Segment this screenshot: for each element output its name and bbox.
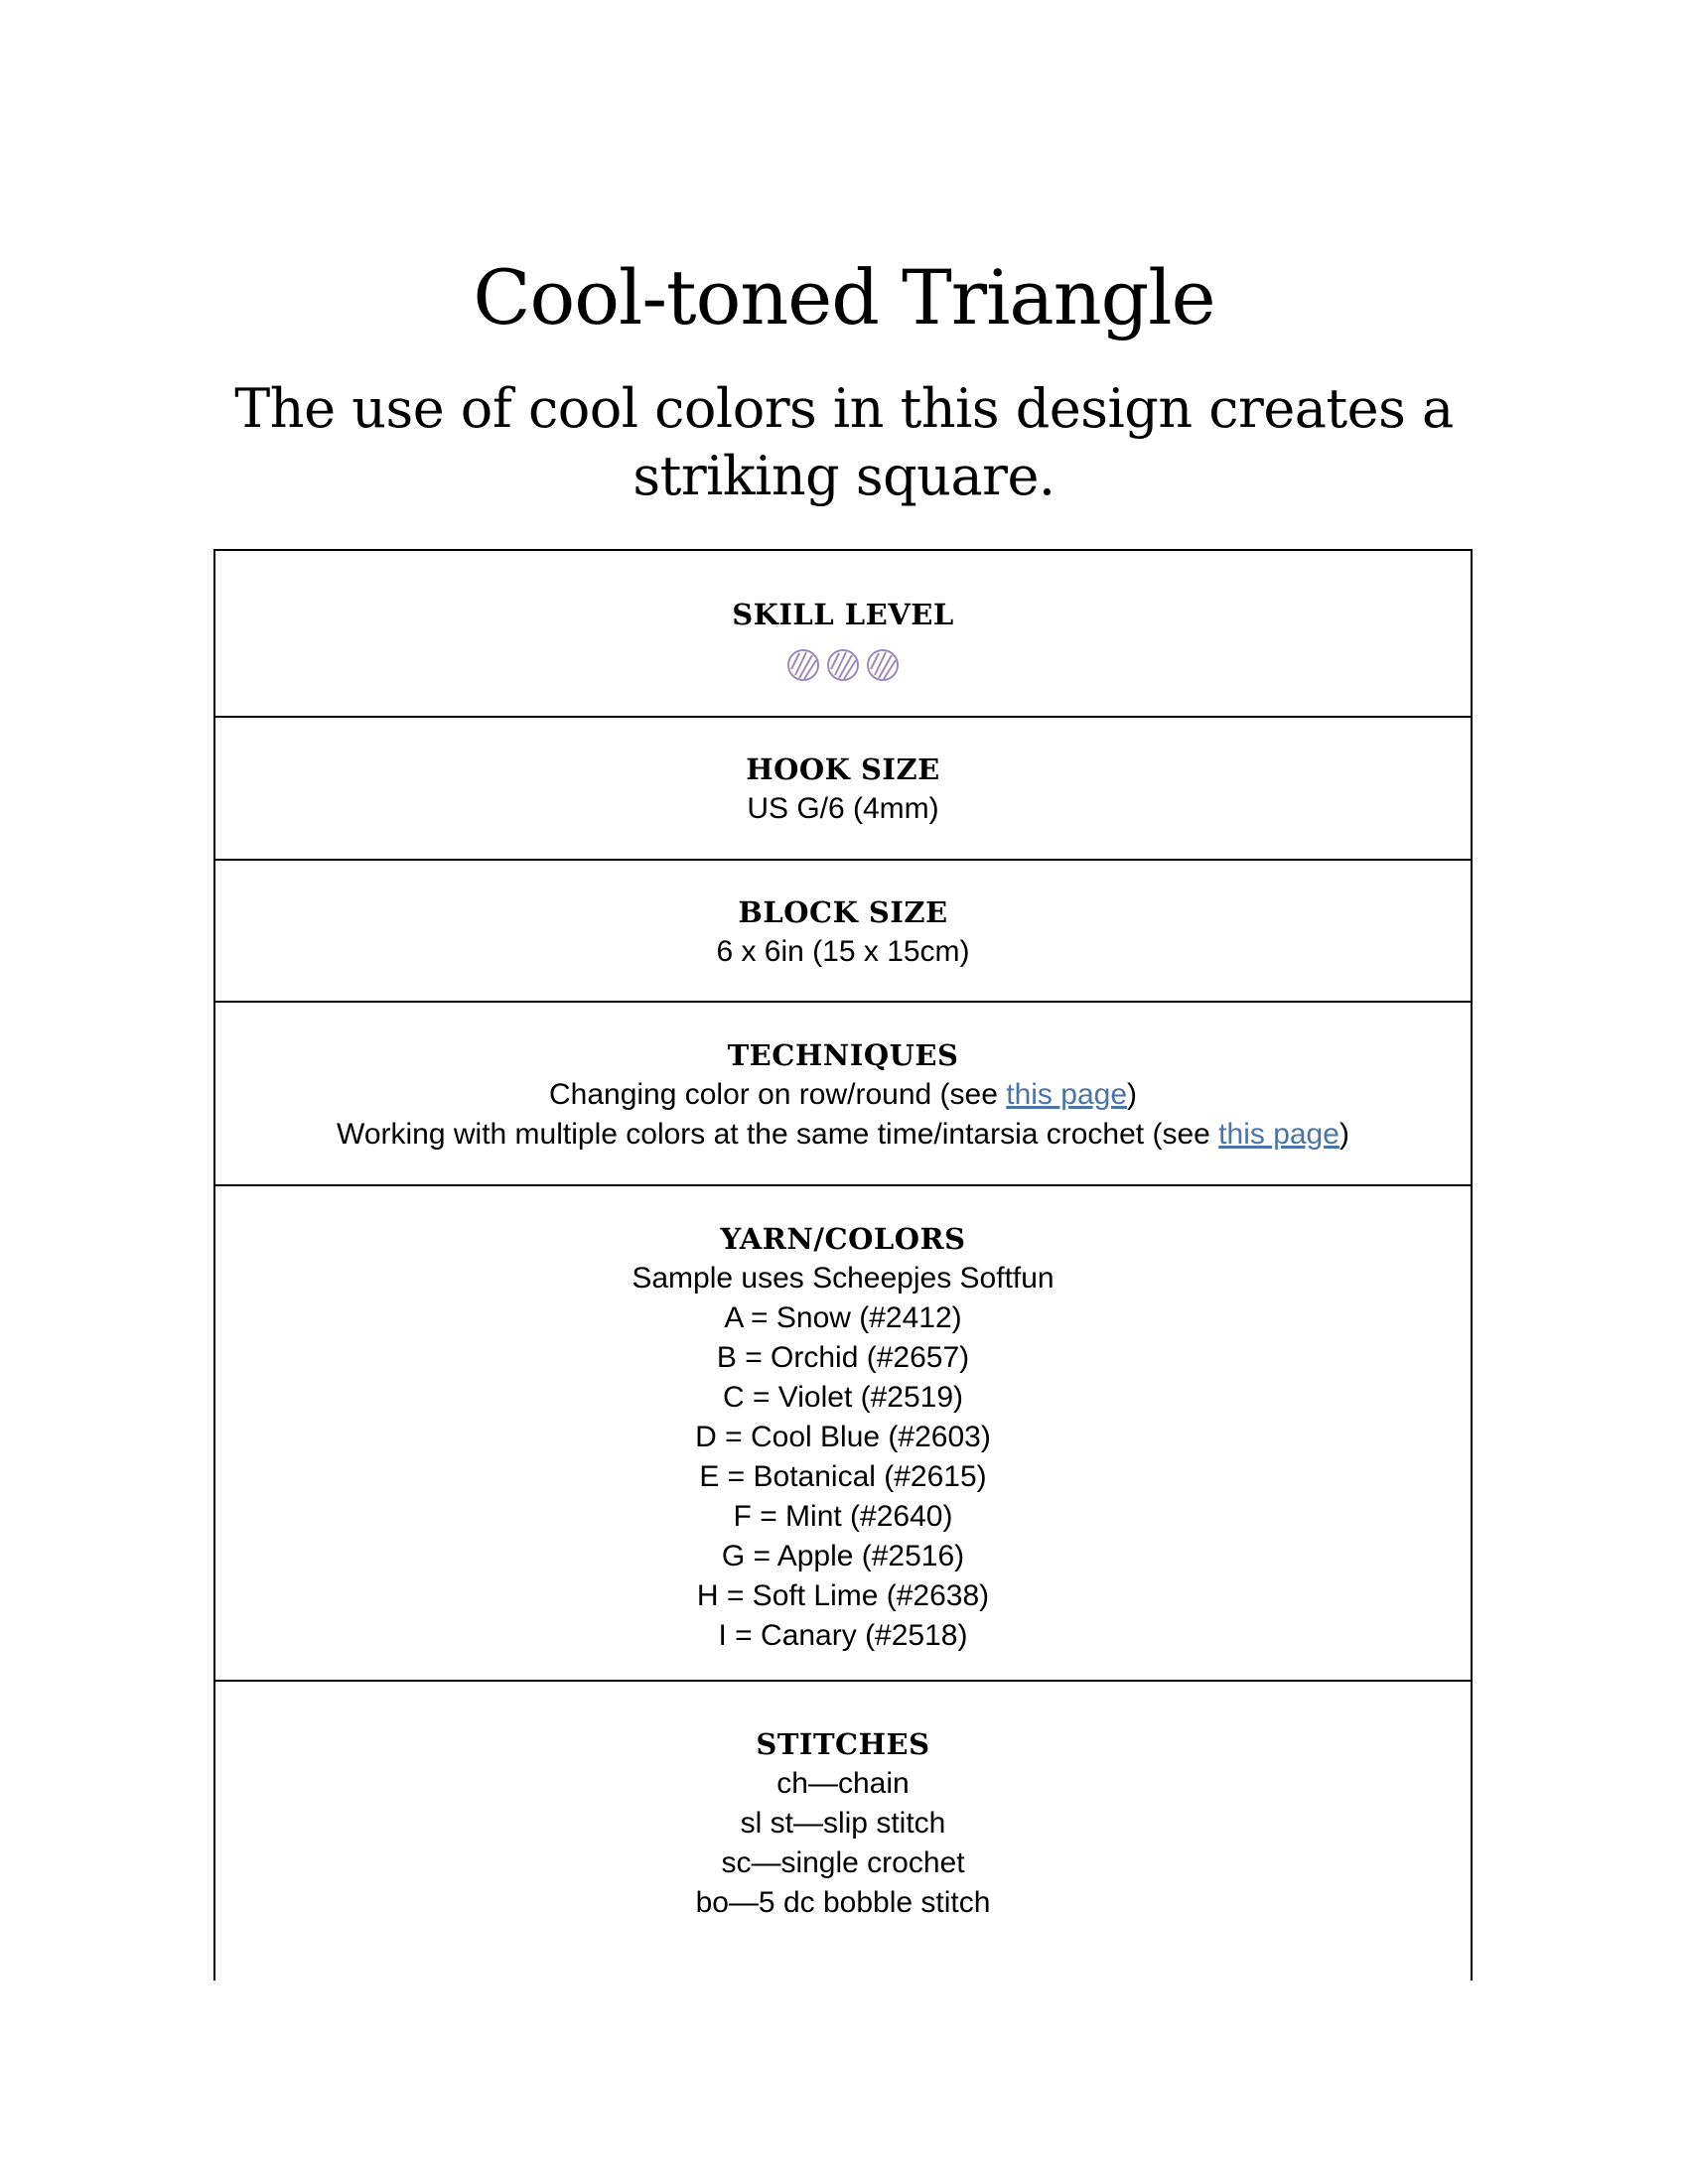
- yarn-color-item: E = Botanical (#2615): [699, 1460, 987, 1493]
- yarn-colors-section: [215, 1186, 1471, 1682]
- stitch-item: bo—5 dc bobble stitch: [695, 1886, 991, 1919]
- yarn-ball-icon: [866, 648, 900, 682]
- technique-item: [215, 1075, 1471, 1115]
- yarn-color-item: G = Apple (#2516): [721, 1540, 965, 1572]
- this-page-link[interactable]: this page: [1218, 1118, 1339, 1151]
- yarn-colors-heading: YARN/COLORS: [720, 1222, 966, 1256]
- stitch-item: ch—chain: [776, 1767, 910, 1800]
- skill-level-rating: [215, 648, 1471, 682]
- technique-item: [215, 1115, 1471, 1155]
- skill-level-section: [215, 551, 1471, 718]
- yarn-color-item: D = Cool Blue (#2603): [695, 1421, 991, 1453]
- hook-size-heading: HOOK SIZE: [746, 752, 940, 786]
- yarn-ball-icon: [826, 648, 860, 682]
- yarn-ball-icon: [786, 648, 820, 682]
- yarn-color-item: F = Mint (#2640): [733, 1500, 953, 1533]
- technique-text-end: ): [1127, 1078, 1138, 1111]
- this-page-link[interactable]: this page: [1006, 1078, 1128, 1111]
- page-title: Cool-toned Triangle: [473, 253, 1215, 341]
- block-size-heading: BLOCK SIZE: [738, 895, 948, 929]
- stitch-item: sc—single crochet: [721, 1846, 965, 1879]
- yarn-color-item: B = Orchid (#2657): [716, 1341, 970, 1374]
- yarn-color-item: C = Violet (#2519): [722, 1381, 964, 1414]
- technique-text: Changing color on row/round (see: [548, 1078, 1007, 1111]
- yarn-color-item: I = Canary (#2518): [718, 1619, 968, 1652]
- technique-text: Working with multiple colors at the same time/intarsia crochet (see: [337, 1118, 1219, 1151]
- techniques-heading: TECHNIQUES: [727, 1038, 959, 1072]
- yarn-color-item: A = Snow (#2412): [724, 1301, 962, 1334]
- block-size-section: [215, 861, 1471, 1003]
- page-subtitle: The use of cool colors in this design creates a striking square.: [234, 377, 1454, 507]
- yarn-intro: Sample uses Scheepjes Softfun: [632, 1262, 1055, 1295]
- stitch-item: sl st—slip stitch: [740, 1807, 946, 1840]
- technique-text-end: ): [1338, 1118, 1349, 1151]
- hook-size-value: US G/6 (4mm): [747, 792, 939, 825]
- pattern-info-table: [213, 549, 1473, 1980]
- stitches-heading: STITCHES: [756, 1727, 930, 1761]
- techniques-section: [215, 1003, 1471, 1186]
- hook-size-section: [215, 718, 1471, 861]
- block-size-value: 6 x 6in (15 x 15cm): [716, 935, 970, 968]
- yarn-color-item: H = Soft Lime (#2638): [696, 1579, 990, 1612]
- skill-level-heading: SKILL LEVEL: [732, 598, 954, 631]
- stitches-section: [215, 1682, 1471, 1982]
